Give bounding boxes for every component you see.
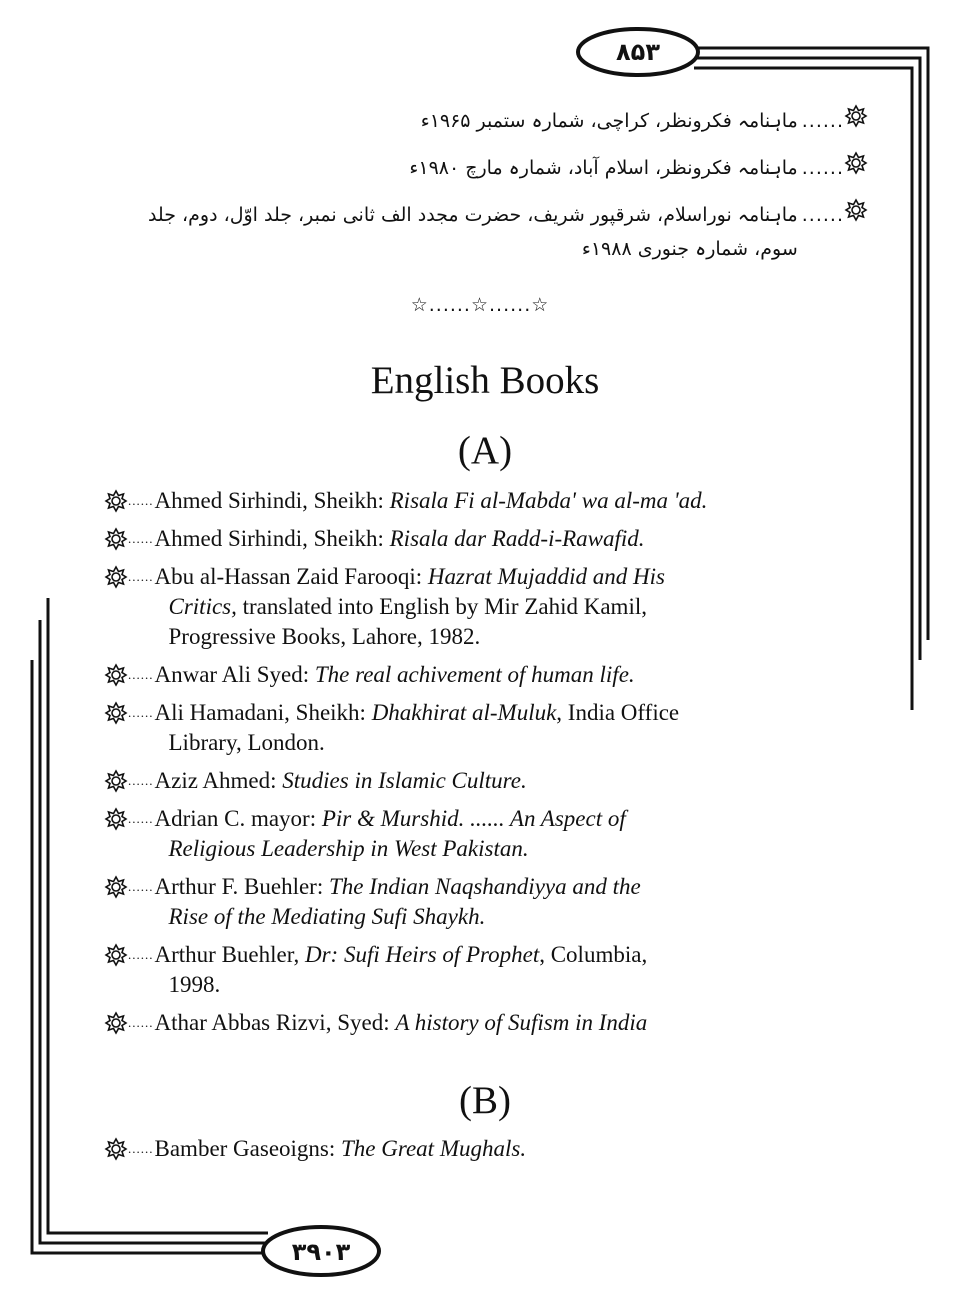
book-publication-info: , Columbia,: [539, 942, 648, 967]
urdu-reference-item: [100, 198, 868, 266]
book-entry-text: [155, 940, 865, 1000]
book-entry: [104, 940, 864, 1000]
book-title: The Indian Naqshandiyya and the: [328, 874, 641, 899]
book-entry-text: [155, 766, 865, 796]
english-books-heading: English Books: [370, 359, 600, 402]
leader-dots: ......: [801, 204, 844, 226]
book-entry-text: [155, 562, 865, 652]
book-entry-text: [155, 1134, 865, 1164]
flower-icon: [104, 527, 128, 551]
leader-dots: ......: [128, 1015, 154, 1030]
book-subtitle: ...... An Aspect of: [464, 806, 626, 831]
book-list-a: [104, 486, 864, 1046]
book-entry: [104, 804, 864, 864]
book-title: Dhakhirat al-Muluk: [371, 700, 557, 725]
flower-icon: [104, 489, 128, 513]
flower-icon: [104, 1011, 128, 1035]
flower-icon: [104, 565, 128, 589]
book-author: Anwar Ali Syed:: [154, 662, 315, 687]
flower-icon: [844, 151, 868, 175]
book-author: Bamber Gaseoigns:: [154, 1136, 342, 1161]
leader-dots: ......: [128, 879, 154, 894]
book-publication-info: , India Office: [556, 700, 680, 725]
book-entry-text: [155, 524, 865, 554]
book-entry-continuation: [155, 592, 865, 622]
urdu-reference-list: [100, 104, 868, 279]
flower-icon: [104, 875, 128, 899]
book-entry-text: [155, 804, 865, 864]
book-year: 1998.: [168, 972, 221, 997]
book-title: Risala dar Radd-i-Rawafid.: [389, 526, 645, 551]
book-entry: [104, 562, 864, 652]
book-list-b: [104, 1134, 864, 1172]
book-title: Risala Fi al-Mabda' wa al-ma 'ad.: [389, 488, 708, 513]
book-author: Adrian C. mayor:: [154, 806, 322, 831]
star-divider: ☆......☆......☆: [410, 294, 550, 316]
book-title: Dr: Sufi Heirs of Prophet: [304, 942, 540, 967]
book-author: Abu al-Hassan Zaid Farooqi:: [154, 564, 428, 589]
book-title-continuation: Religious Leadership in West Pakistan.: [168, 836, 529, 861]
leader-dots: ......: [128, 493, 154, 508]
book-entry: [104, 766, 864, 796]
book-entry: [104, 524, 864, 554]
book-title-continuation: Rise of the Mediating Sufi Shaykh.: [168, 904, 486, 929]
urdu-reference-text: ماہنامہ نوراسلام، شرقپور شریف، حضرت مجدد الف ثانی نمبر، جلد اوّل، دوم، جلد سوم، شمارہ جنوری ۱۹۸۸ء: [147, 204, 798, 260]
leader-dots: ......: [128, 531, 154, 546]
book-title: Studies in Islamic Culture.: [282, 768, 527, 793]
bottom-page-number: ۳۹۰۳: [291, 1238, 351, 1266]
book-entry-text: [155, 872, 865, 932]
flower-icon: [844, 198, 868, 222]
book-author: Ahmed Sirhindi, Sheikh:: [154, 488, 390, 513]
book-entry: [104, 1008, 864, 1038]
book-title-continuation: Critics,: [168, 594, 237, 619]
urdu-reference-item: [100, 151, 868, 185]
flower-icon: [104, 701, 128, 725]
book-title: A history of Sufism in India: [395, 1010, 648, 1035]
urdu-reference-item: [100, 104, 868, 138]
book-title: The real achivement of human life.: [314, 662, 635, 687]
leader-dots: ......: [128, 705, 154, 720]
book-author: Ali Hamadani, Sheikh:: [154, 700, 372, 725]
book-publication-info: translated into English by Mir Zahid Kamil,: [236, 594, 647, 619]
section-a-heading: (A): [457, 429, 513, 472]
book-author: Aziz Ahmed:: [154, 768, 283, 793]
book-title: Hazrat Mujaddid and His: [427, 564, 665, 589]
flower-icon: [104, 769, 128, 793]
book-author: Ahmed Sirhindi, Sheikh:: [154, 526, 390, 551]
book-entry: [104, 660, 864, 690]
flower-icon: [104, 663, 128, 687]
section-b-heading: (B): [459, 1079, 511, 1122]
book-entry-text: [155, 486, 865, 516]
leader-dots: ......: [801, 110, 844, 132]
book-entry-text: [155, 1008, 865, 1038]
leader-dots: ......: [128, 1141, 154, 1156]
leader-dots: ......: [128, 947, 154, 962]
book-entry: [104, 486, 864, 516]
book-publisher: Progressive Books, Lahore, 1982.: [168, 624, 481, 649]
book-title: Pir & Murshid.: [321, 806, 465, 831]
book-entry-text: [155, 660, 865, 690]
leader-dots: ......: [801, 157, 844, 179]
leader-dots: ......: [128, 773, 154, 788]
leader-dots: ......: [128, 811, 154, 826]
flower-icon: [844, 104, 868, 128]
book-entry: [104, 698, 864, 758]
book-entry-text: [155, 698, 865, 758]
book-author: Arthur F. Buehler:: [154, 874, 329, 899]
flower-icon: [104, 807, 128, 831]
book-title: The Great Mughals.: [341, 1136, 527, 1161]
top-page-number: ۸۵۳: [616, 38, 660, 66]
flower-icon: [104, 943, 128, 967]
flower-icon: [104, 1137, 128, 1161]
book-entry: [104, 1134, 864, 1164]
book-publisher: Library, London.: [168, 730, 325, 755]
leader-dots: ......: [128, 569, 154, 584]
book-entry: [104, 872, 864, 932]
leader-dots: ......: [128, 667, 154, 682]
book-author: Arthur Buehler,: [154, 942, 305, 967]
urdu-reference-text: ماہنامہ فکرونظر، کراچی، شمارہ ستمبر ۱۹۶۵ء: [420, 110, 798, 132]
book-author: Athar Abbas Rizvi, Syed:: [154, 1010, 396, 1035]
urdu-reference-text: ماہنامہ فکرونظر، اسلام آباد، شمارہ مارچ ۱۹۸۰ء: [409, 157, 798, 179]
